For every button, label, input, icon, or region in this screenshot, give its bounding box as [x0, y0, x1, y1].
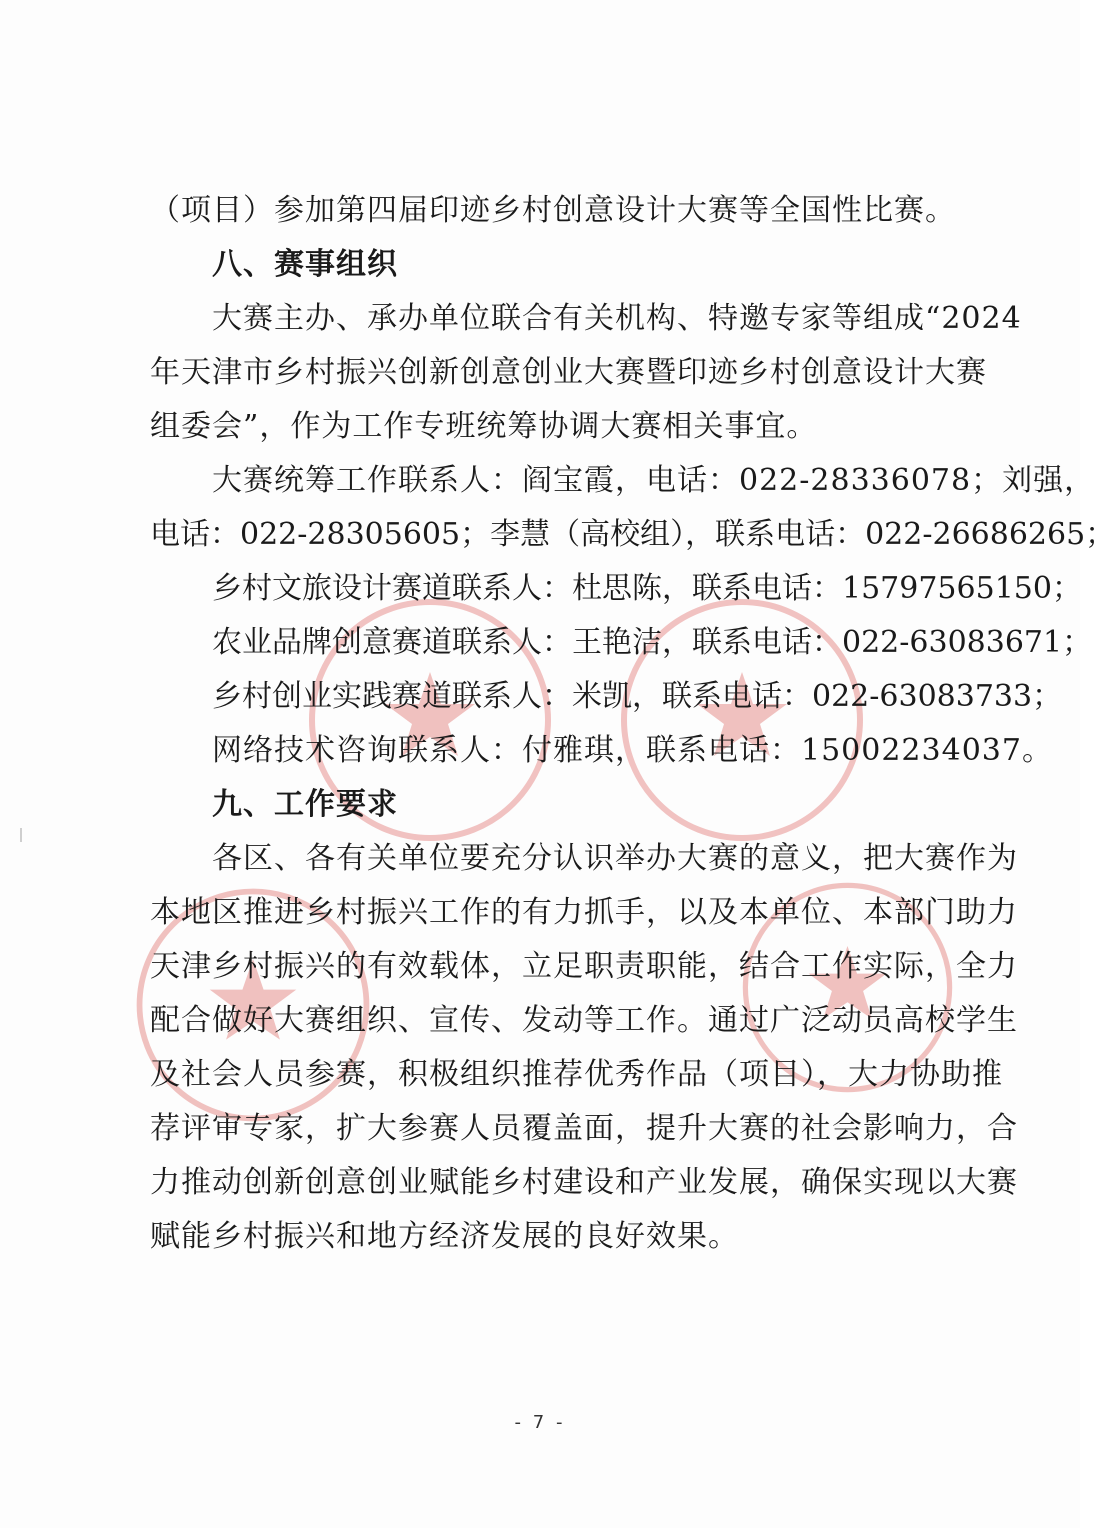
- contact-line: 网络技术咨询联系人：付雅琪，联系电话：15002234037。: [212, 733, 1053, 768]
- section-heading-requirements: 九、工作要求: [212, 787, 398, 822]
- contact-line: 乡村文旅设计赛道联系人：杜思陈，联系电话：15797565150；: [212, 571, 1082, 606]
- contact-line: 乡村创业实践赛道联系人：米凯，联系电话：022-63083733；: [212, 679, 1063, 714]
- paragraph-line: 力推动创新创意创业赋能乡村建设和产业发展，确保实现以大赛: [150, 1165, 1018, 1200]
- page-number: - 7 -: [514, 1412, 566, 1433]
- scan-mark: [20, 828, 22, 842]
- contact-line: 大赛统筹工作联系人：阎宝霞，电话：022-28336078；刘强，: [212, 463, 1096, 498]
- paragraph-line: 各区、各有关单位要充分认识举办大赛的意义，把大赛作为: [212, 841, 1018, 876]
- paragraph-line: 本地区推进乡村振兴工作的有力抓手，以及本单位、本部门助力: [150, 895, 1018, 930]
- paragraph-line: 赋能乡村振兴和地方经济发展的良好效果。: [150, 1219, 739, 1254]
- contact-line: 电话：022-28305605；李慧（高校组），联系电话：022-26686265；: [150, 517, 1115, 552]
- paragraph-line: 配合做好大赛组织、宣传、发动等工作。通过广泛动员高校学生: [150, 1003, 1018, 1038]
- paragraph-line: 及社会人员参赛，积极组织推荐优秀作品（项目），大力协助推: [150, 1057, 1003, 1092]
- document-body: [150, 184, 1115, 1264]
- paragraph-line: 天津乡村振兴的有效载体，立足职责职能，结合工作实际，全力: [150, 949, 1018, 984]
- paragraph-line: 大赛主办、承办单位联合有关机构、特邀专家等组成“2024: [212, 301, 1022, 336]
- paragraph-line: 组委会”，作为工作专班统筹协调大赛相关事宜。: [150, 409, 818, 444]
- paragraph-line: （项目）参加第四届印迹乡村创意设计大赛等全国性比赛。: [150, 193, 956, 228]
- paragraph-line: 年天津市乡村振兴创新创意创业大赛暨印迹乡村创意设计大赛: [150, 355, 987, 390]
- contact-line: 农业品牌创意赛道联系人：王艳洁，联系电话：022-63083671；: [212, 625, 1093, 660]
- section-heading-organization: 八、赛事组织: [212, 247, 398, 282]
- paragraph-line: 荐评审专家，扩大参赛人员覆盖面，提升大赛的社会影响力，合: [150, 1111, 1018, 1146]
